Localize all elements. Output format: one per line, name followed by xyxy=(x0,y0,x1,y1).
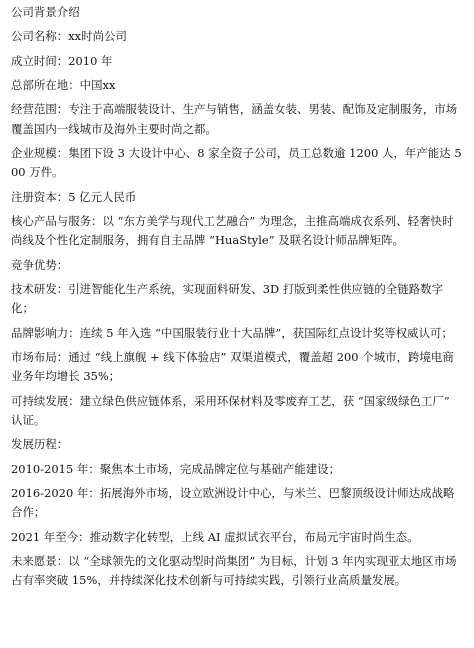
business-scope-paragraph: 经营范围：专注于高端服装设计、生产与销售，涵盖女装、男装、配饰及定制服务，市场覆盖国内一线城市及海外主要时尚之都。 xyxy=(11,102,458,136)
advantage-market-paragraph: 市场布局：通过 “线上旗舰 + 线下体验店” 双渠道模式，覆盖超 200 个城市，跨境电商业务年均增长 35%； xyxy=(11,349,454,384)
history-item: 2010-2015 年：聚焦本土市场，完成品牌定位与基础产能建设； xyxy=(11,461,341,476)
history-item: 2021 年至今：推动数字化转型，上线 AI 虚拟试衣平台，布局元宇宙时尚生态。 xyxy=(11,529,419,544)
headquarters-line: 总部所在地：中国xx xyxy=(11,77,116,92)
history-item: 2016-2020 年：拓展海外市场，设立欧洲设计中心，与米兰、巴黎顶级设计师达成战略合作； xyxy=(11,485,455,520)
advantage-sustain-paragraph: 可持续发展：建立绿色供应链体系，采用环保材料及零废弃工艺，获 “国家级绿色工厂” 认证。 xyxy=(11,393,450,427)
core-products-paragraph: 核心产品与服务：以 “东方美学与现代工艺融合” 为理念，主推高端成衣系列、轻奢快时尚线及个性化定制服务，拥有自主品牌 “HuaStyle” 及联名设计师品牌矩阵。 xyxy=(11,213,454,248)
history-heading: 发展历程： xyxy=(11,437,69,452)
advantage-brand-paragraph: 品牌影响力：连续 5 年入选 “中国服装行业十大品牌”，获国际红点设计奖等权威认可； xyxy=(11,325,453,340)
founded-line: 成立时间：2010 年 xyxy=(11,53,113,68)
scale-paragraph: 企业规模：集团下设 3 大设计中心、8 家全资子公司，员工总数逾 1200 人，年产能达 500 万件。 xyxy=(11,145,462,180)
company-name-line: 公司名称：xx时尚公司 xyxy=(11,29,127,44)
advantages-heading: 竞争优势： xyxy=(11,257,69,272)
advantage-tech-paragraph: 技术研发：引进智能化生产系统，实现面料研发、3D 打版到柔性供应链的全链路数字化； xyxy=(11,281,444,316)
document-body xyxy=(11,3,463,596)
capital-line: 注册资本：5 亿元人民币 xyxy=(11,189,137,204)
section-title: 公司背景介绍 xyxy=(11,5,80,19)
vision-paragraph: 未来愿景：以 “全球领先的文化驱动型时尚集团” 为目标，计划 3 年内实现亚太地区市场占有率突破 15%，并持续深化技术创新与可持续实践，引领行业高质量发展。 xyxy=(11,553,457,588)
